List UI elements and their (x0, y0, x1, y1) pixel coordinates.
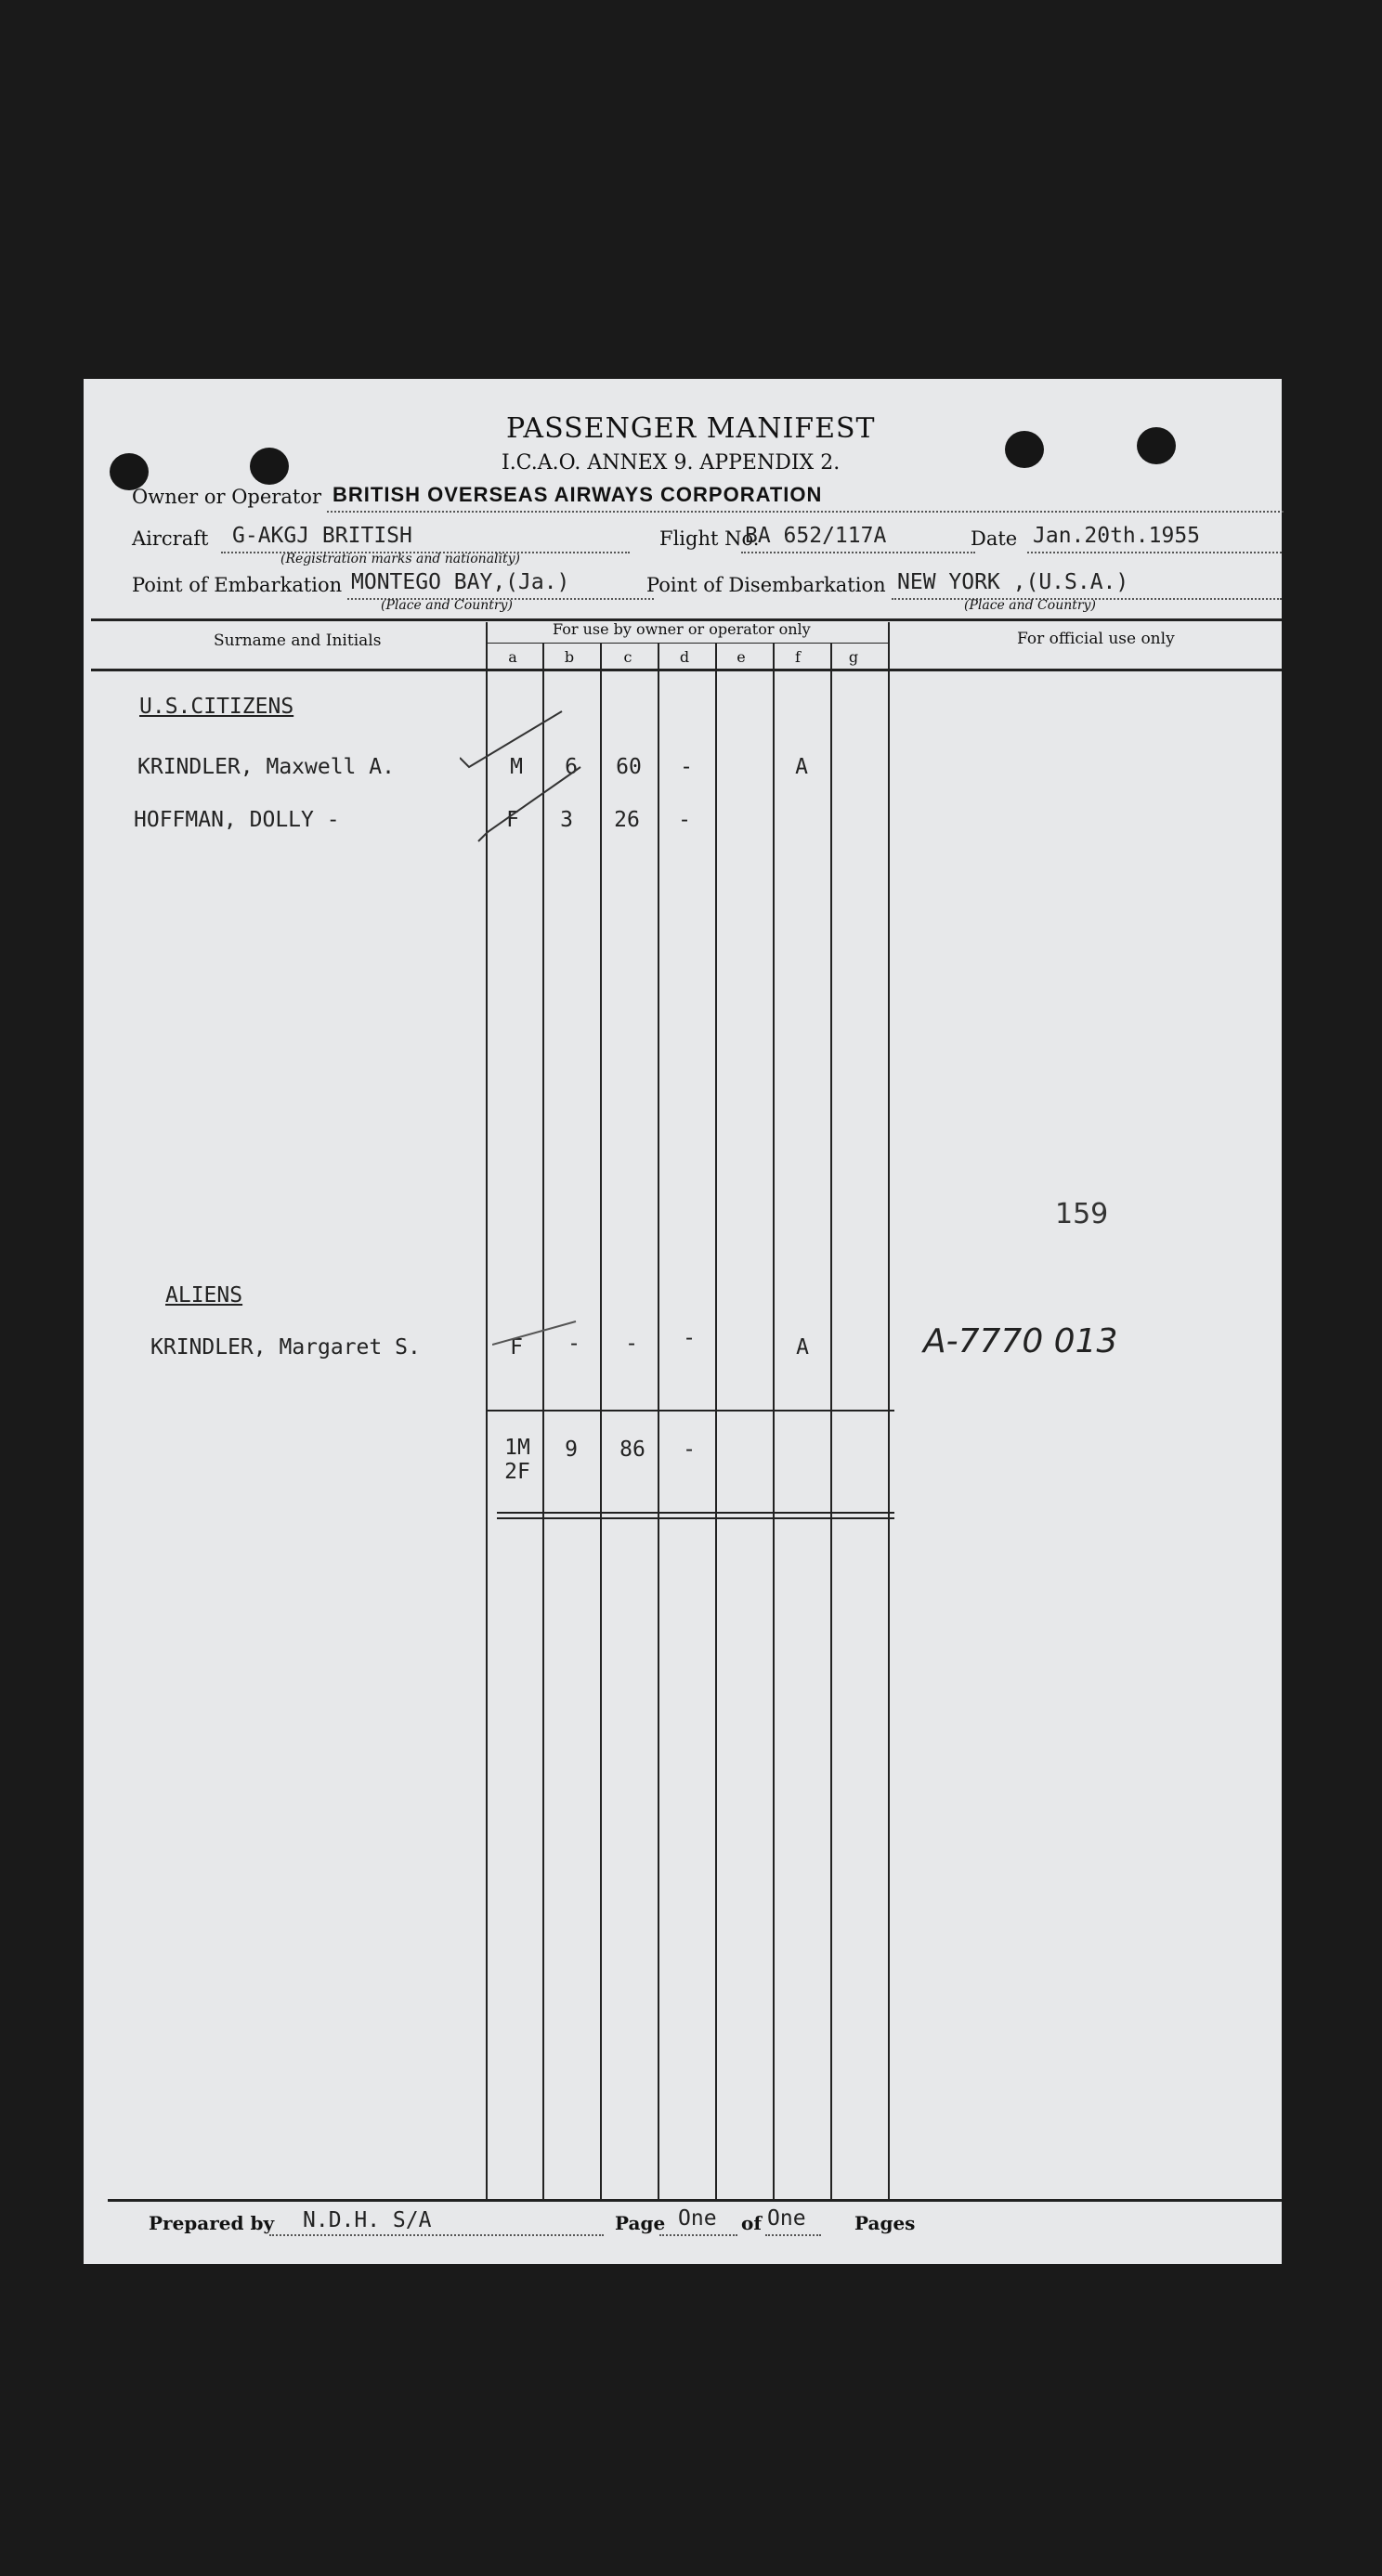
col-line-1 (486, 622, 488, 2201)
row-3-official: A-7770 013 (923, 1322, 1118, 1360)
prepared-value: N.D.H. S/A (303, 2208, 432, 2232)
row-3-a: F (510, 1335, 523, 1360)
punch-hole-left-2 (250, 448, 289, 485)
col-line-7 (830, 643, 832, 2201)
checkmark-icon (460, 702, 664, 851)
total-b: 9 (565, 1438, 578, 1462)
checkmark-icon (492, 1317, 585, 1354)
flight-dots (741, 552, 975, 553)
row-2-b: 3 (560, 808, 573, 832)
disembark-label: Point of Disembarkation (646, 574, 886, 596)
row-1-name: KRINDLER, Maxwell A. (137, 755, 395, 779)
total-a-line-2: 2F (504, 1460, 530, 1484)
aircraft-value: G-AKGJ BRITISH (232, 524, 412, 548)
prepared-dots (269, 2234, 604, 2236)
row-2-name: HOFFMAN, DOLLY - (134, 808, 340, 832)
manifest-paper (84, 379, 1282, 2264)
col-f-header: f (795, 648, 801, 666)
row-2-d: - (678, 808, 691, 832)
col-line-8 (888, 622, 890, 2201)
stamp-number: 159 (1055, 1198, 1109, 1230)
row-3-f: A (796, 1335, 809, 1360)
aircraft-note: (Registration marks and nationality) (280, 552, 520, 566)
date-dots (1027, 552, 1282, 553)
of-value: One (767, 2206, 806, 2231)
col-a-header: a (508, 648, 517, 666)
pages-label: Pages (854, 2212, 916, 2234)
punch-hole-left-1 (110, 453, 149, 490)
prepared-label: Prepared by (149, 2212, 275, 2234)
embark-note: (Place and Country) (381, 598, 513, 613)
table-header-rule (91, 669, 1282, 671)
flight-value: BA 652/117A (745, 524, 887, 548)
surname-header: Surname and Initials (214, 631, 382, 650)
owner-use-header: For use by owner or operator only (553, 620, 811, 638)
col-line-2 (542, 643, 544, 2201)
col-line-3 (600, 643, 602, 2201)
row-1-d: - (680, 755, 693, 779)
col-e-header: e (737, 648, 746, 666)
page-value: One (678, 2206, 717, 2231)
owner-value: BRITISH OVERSEAS AIRWAYS CORPORATION (332, 483, 823, 506)
of-label: of (741, 2212, 762, 2234)
col-g-header: g (848, 648, 859, 666)
of-dots (765, 2234, 821, 2236)
totals-double-rule-2 (497, 1517, 894, 1519)
row-1-b: 6 (565, 755, 578, 779)
page-label: Page (615, 2212, 666, 2234)
totals-double-rule-1 (497, 1512, 894, 1514)
row-2-c: 26 (614, 808, 640, 832)
page-dots (659, 2234, 737, 2236)
manifest-title: PASSENGER MANIFEST (506, 412, 876, 445)
row-3-c: - (625, 1332, 638, 1356)
row-1-c: 60 (616, 755, 642, 779)
col-line-6 (773, 643, 775, 2201)
section-aliens: ALIENS (165, 1283, 243, 1308)
row-2-a: F (506, 808, 519, 832)
col-line-4 (658, 643, 659, 2201)
row-1-f: A (795, 755, 808, 779)
flight-label: Flight No. (659, 527, 760, 550)
disembark-note: (Place and Country) (964, 598, 1096, 613)
disembark-value: NEW YORK ,(U.S.A.) (897, 570, 1129, 594)
date-label: Date (971, 527, 1018, 550)
section-us-citizens: U.S.CITIZENS (139, 695, 294, 719)
row-3-d: - (683, 1326, 696, 1350)
total-d: - (683, 1438, 696, 1462)
total-c: 86 (619, 1438, 645, 1462)
punch-hole-right-1 (1005, 431, 1044, 468)
col-line-5 (715, 643, 717, 2201)
footer-rule (108, 2199, 1282, 2202)
row-3-name: KRINDLER, Margaret S. (150, 1335, 421, 1360)
official-header: For official use only (1017, 630, 1175, 648)
owner-use-subrule (486, 643, 889, 644)
date-value: Jan.20th.1955 (1033, 524, 1201, 548)
row-3-b: - (567, 1332, 580, 1356)
embark-value: MONTEGO BAY,(Ja.) (351, 570, 570, 594)
manifest-subtitle: I.C.A.O. ANNEX 9. APPENDIX 2. (502, 451, 841, 475)
owner-dots (327, 511, 1284, 513)
col-b-header: b (564, 648, 575, 666)
totals-top-rule (486, 1410, 894, 1412)
row-1-a: M (510, 755, 523, 779)
punch-hole-right-2 (1137, 427, 1176, 464)
total-a-line-1: 1M (504, 1436, 530, 1460)
col-d-header: d (679, 648, 690, 666)
owner-label: Owner or Operator (132, 486, 321, 508)
col-c-header: c (623, 648, 632, 666)
aircraft-label: Aircraft (132, 527, 209, 550)
embark-label: Point of Embarkation (132, 574, 343, 596)
